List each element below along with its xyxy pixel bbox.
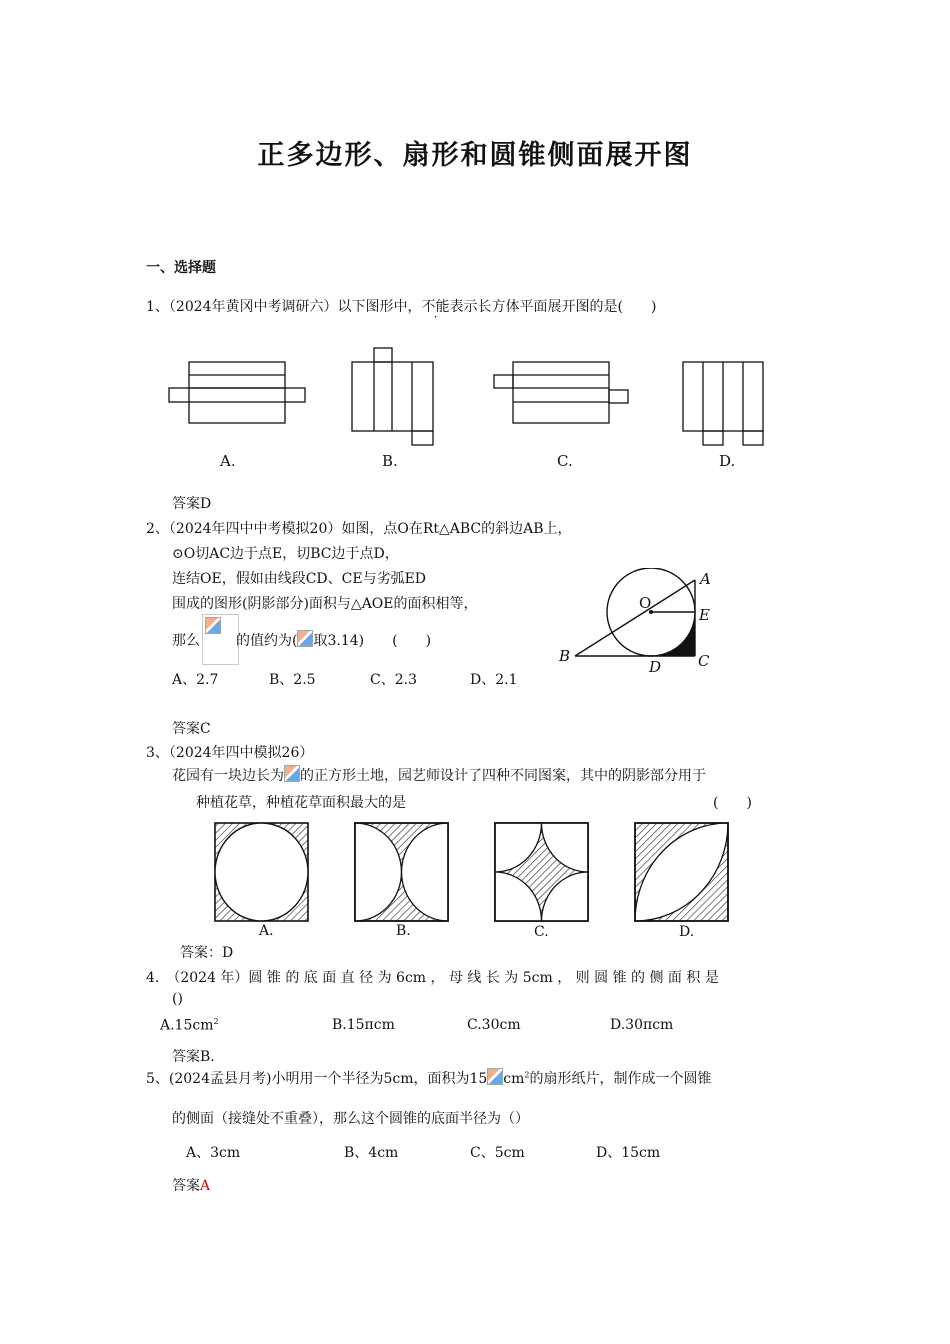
q3-line2 — [172, 765, 706, 785]
q3-label-b: B. — [396, 923, 411, 939]
q4-option-a-sup: 2 — [213, 1017, 219, 1026]
q2-line2: ⊙O切AC边于点E，切BC边于点D， — [172, 546, 399, 562]
q5-line1-sup: 2 — [524, 1070, 530, 1080]
q2-line5 — [172, 630, 431, 650]
q2-option-b: B、2.5 — [269, 672, 316, 688]
q5-option-c: C、5cm — [470, 1145, 525, 1161]
q5-answer-prefix: 答案 — [172, 1178, 200, 1194]
q5-option-b: B、4cm — [344, 1145, 399, 1161]
q1-label-a: A. — [220, 452, 236, 470]
q1-stem — [146, 296, 656, 316]
q1-answer: 答案D — [172, 496, 212, 512]
q4-option-d: D.30πcm — [610, 1017, 674, 1033]
q4-answer: 答案B. — [172, 1049, 215, 1065]
q1-figure-d — [683, 362, 763, 445]
q5-line1-a: 5、(2024孟县月考)小明用一个半径为5cm，面积为15 — [146, 1071, 488, 1087]
q2-figure — [555, 568, 725, 678]
q3-figure-b — [355, 823, 448, 921]
q2-line1: 2、（2024年四中中考模拟20）如图，点O在Rt△ABC的斜边AB上， — [146, 521, 572, 537]
q4-option-b: B.15πcm — [332, 1017, 395, 1033]
q1-stem-prefix: 1、（2024年黄冈中考调研六）以下图形中， — [146, 299, 422, 315]
q4-option-c: C.30cm — [467, 1017, 521, 1033]
q2-line5-c: 取3.14) ( ) — [313, 633, 432, 649]
q3-label-a: A. — [259, 923, 274, 939]
q2-option-c: C、2.3 — [370, 672, 417, 688]
q2-line5-b: 的值约为( — [236, 633, 298, 649]
q3-line3: 种植花草，种植花草面积最大的是 — [196, 795, 406, 811]
q5-option-d: D、15cm — [596, 1145, 661, 1161]
q5-option-a: A、3cm — [186, 1145, 241, 1161]
q2-option-a: A、2.7 — [172, 672, 219, 688]
q4-option-a-text: A.15cm — [160, 1017, 214, 1034]
q3-figures — [205, 815, 745, 940]
q3-figure-a — [215, 823, 308, 921]
q5-line1-b: cm — [503, 1071, 525, 1087]
q2-label-e: E — [699, 606, 710, 624]
q1-figure-b — [352, 348, 433, 445]
q3-line1: 3、（2024年四中模拟26） — [146, 745, 314, 761]
pi-image-icon — [297, 630, 313, 647]
q3-answer: 答案：D — [180, 945, 234, 961]
q2-label-a: A — [700, 570, 711, 588]
q3-label-d: D. — [679, 924, 695, 940]
q3-label-c: C. — [534, 924, 549, 940]
q2-line5-a: 那么 — [172, 633, 200, 649]
pi-image-icon-2 — [487, 1068, 503, 1085]
q2-line4: 围成的图形(阴影部分)面积与△AOE的面积相等， — [172, 596, 478, 612]
q2-label-d: D — [649, 658, 662, 676]
q4-line2: () — [172, 991, 183, 1007]
q1-stem-emph: 不能 — [421, 299, 450, 315]
q5-answer-value: A — [200, 1178, 211, 1194]
q3-figure-c — [495, 823, 588, 921]
q1-figure-c — [494, 362, 628, 423]
side-length-image-icon — [284, 765, 300, 782]
q3-figure-d — [635, 823, 728, 921]
q2-line3: 连结OE，假如由线段CD、CE与劣弧ED — [172, 571, 427, 587]
q1-label-c: C. — [557, 452, 573, 470]
q1-label-b: B. — [382, 452, 398, 470]
q2-label-c: C — [698, 652, 710, 670]
section-heading: 一、选择题 — [146, 260, 216, 276]
q2-label-b: B — [559, 647, 571, 665]
q3-line2-a: 花园有一块边长为 — [172, 768, 284, 784]
q3-bracket: ( ) — [713, 795, 752, 811]
q2-answer: 答案C — [172, 721, 211, 737]
q1-net-figures — [160, 340, 790, 475]
q1-stem-suffix: 表示长方体平面展开图的是( ) — [449, 299, 657, 315]
q5-line2: 的侧面（接缝处不重叠），那么这个圆锥的底面半径为（） — [172, 1111, 529, 1127]
q2-label-o: O — [639, 594, 652, 612]
page-title: 正多边形、扇形和圆锥侧面展开图 — [257, 140, 693, 171]
q4-option-a — [160, 1017, 219, 1034]
q5-line1 — [146, 1068, 712, 1088]
q5-line1-c: 的扇形纸片，制作成一个圆锥 — [529, 1071, 712, 1087]
q5-answer — [172, 1175, 210, 1195]
q1-label-d: D. — [719, 452, 736, 470]
q2-option-d: D、2.1 — [470, 672, 518, 688]
q3-line2-b: 的正方形土地，园艺师设计了四种不同图案，其中的阴影部分用于 — [300, 768, 706, 784]
q4-line1: 4. （2024 年）圆 锥 的 底 面 直 径 为 6cm ， 母 线 长 为 5cm ， 则 圆 锥 的 侧 面 积 是 — [146, 970, 719, 986]
q1-figure-a — [169, 362, 305, 423]
